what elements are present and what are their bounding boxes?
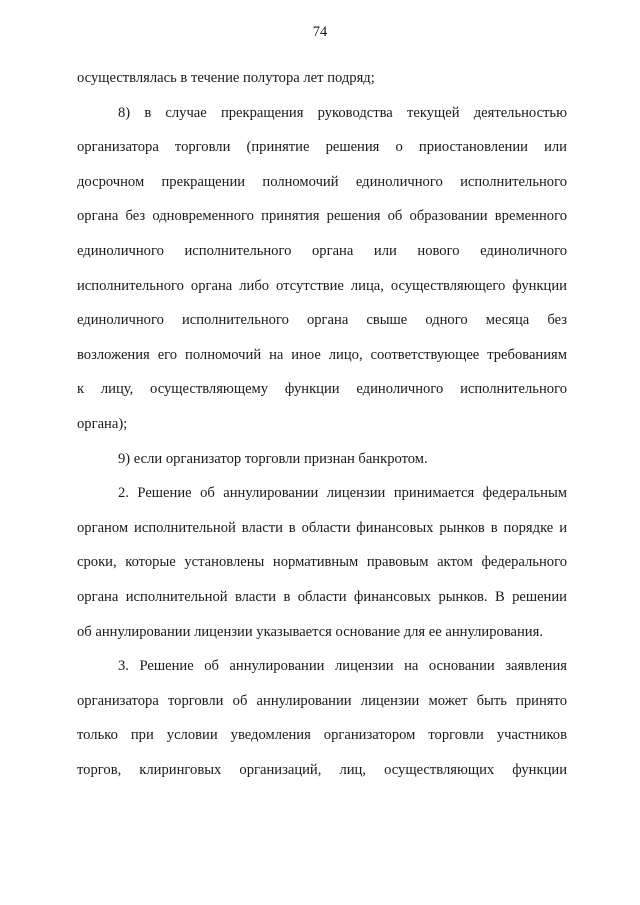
text-line: 3. Решение об аннулировании лицензии на основании заявления <box>118 658 567 675</box>
text-line: торгов, клиринговых организаций, лиц, осуществляющих функции <box>77 761 567 778</box>
text-line: об аннулировании лицензии указывается основание для ее аннулирования. <box>77 623 543 640</box>
text-line: организатора торговли (принятие решения о приостановлении или <box>77 139 567 156</box>
text-line: органа без одновременного принятия решения об образовании временного <box>77 208 567 225</box>
text-line: органом исполнительной власти в области финансовых рынков в порядке и <box>77 519 567 536</box>
text-line: осуществлялась в течение полутора лет подряд; <box>77 70 375 86</box>
text-line: сроки, которые установлены нормативным правовым актом федерального <box>77 554 567 571</box>
document-body <box>77 68 567 794</box>
text-line: исполнительного органа либо отсутствие лица, осуществляющего функции <box>77 277 567 294</box>
text-line: организатора торговли об аннулировании лицензии может быть принято <box>77 692 567 709</box>
text-line: только при условии уведомления организатором торговли участников <box>77 727 567 744</box>
text-line: органа исполнительной власти в области финансовых рынков. В решении <box>77 588 567 605</box>
text-line: к лицу, осуществляющему функции единоличного исполнительного <box>77 381 567 398</box>
page-number: 74 <box>312 24 328 40</box>
text-line: органа); <box>77 415 128 432</box>
text-line: единоличного исполнительного органа или нового единоличного <box>77 242 567 259</box>
text-line: единоличного исполнительного органа свыше одного месяца без <box>77 312 567 329</box>
text-line: 9) если организатор торговли признан банкротом. <box>118 450 428 467</box>
text-line: 8) в случае прекращения руководства текущей деятельностью <box>118 104 567 121</box>
text-line: возложения его полномочий на иное лицо, соответствующее требованиям <box>77 346 567 363</box>
text-line: 2. Решение об аннулировании лицензии принимается федеральным <box>118 485 567 502</box>
text-line: досрочном прекращении полномочий единоличного исполнительного <box>77 173 567 190</box>
